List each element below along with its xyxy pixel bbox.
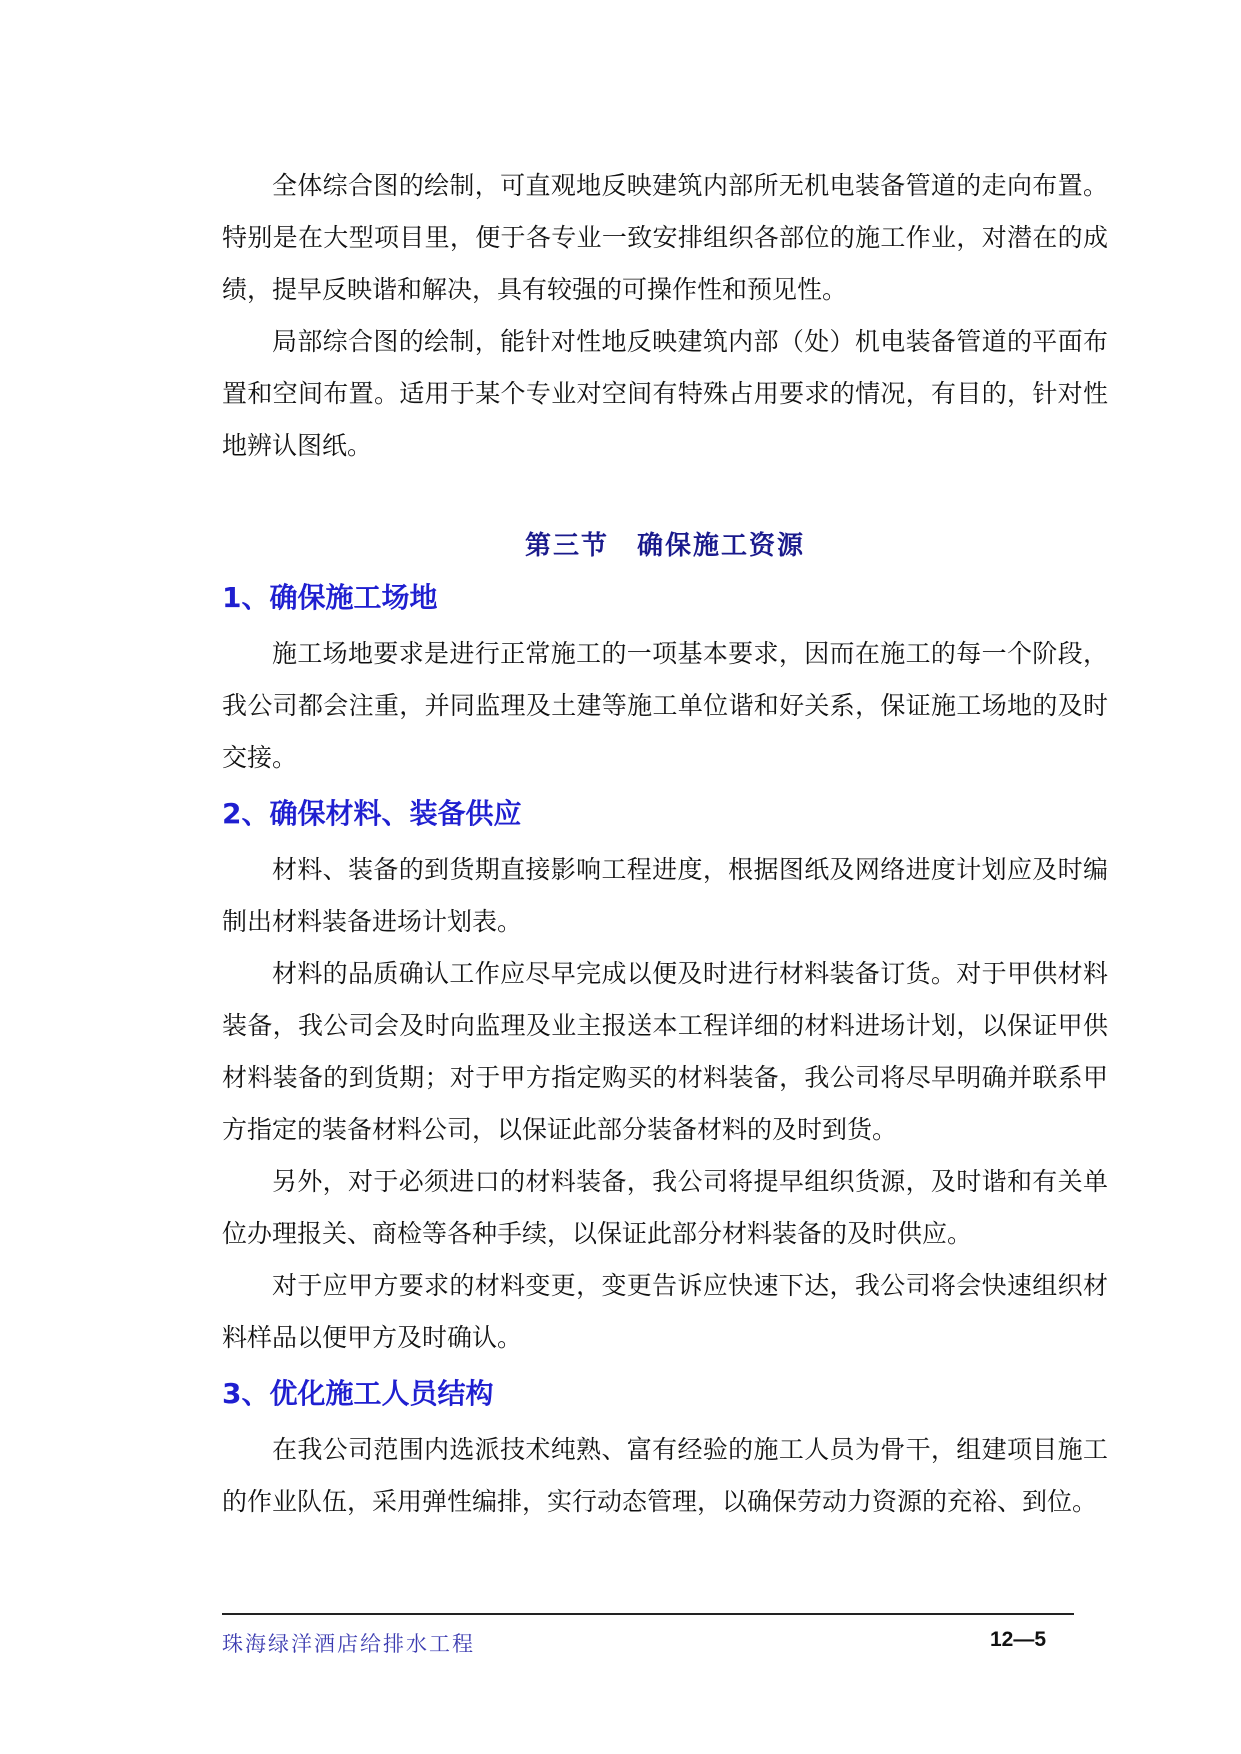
- paragraph: 全体综合图的绘制，可直观地反映建筑内部所无机电装备管道的走向布置。特别是在大型项目里，便于各专业一致安排组织各部位的施工作业，对潜在的成绩，提早反映谐和解决，具有较强的可操作性和预见性。: [222, 171, 1108, 304]
- paragraph: 局部综合图的绘制，能针对性地反映建筑内部（处）机电装备管道的平面布置和空间布置。适用于某个专业对空间有特殊占用要求的情况，有目的，针对性地辨认图纸。: [222, 327, 1108, 460]
- paragraph: 另外，对于必须进口的材料装备，我公司将提早组织货源，及时谐和有关单位办理报关、商检等各种手续，以保证此部分材料装备的及时供应。: [222, 1167, 1108, 1248]
- footer-page-number: 12—5: [990, 1628, 1047, 1651]
- page-content: [222, 160, 1108, 1528]
- paragraph: 施工场地要求是进行正常施工的一项基本要求，因而在施工的每一个阶段，我公司都会注重，并同监理及土建等施工单位谐和好关系，保证施工场地的及时交接。: [222, 639, 1108, 772]
- subsection-heading-1: 1、确保施工场地: [222, 581, 438, 614]
- footer-project-name: 珠海绿洋酒店给排水工程: [222, 1632, 475, 1656]
- footer-divider: [222, 1613, 1074, 1615]
- paragraph: 对于应甲方要求的材料变更，变更告诉应快速下达，我公司将会快速组织材料样品以便甲方及时确认。: [222, 1271, 1108, 1352]
- section-title: 第三节 确保施工资源: [524, 531, 805, 561]
- paragraph: 在我公司范围内选派技术纯熟、富有经验的施工人员为骨干，组建项目施工的作业队伍，采用弹性编排，实行动态管理，以确保劳动力资源的充裕、到位。: [222, 1435, 1108, 1516]
- paragraph: 材料的品质确认工作应尽早完成以便及时进行材料装备订货。对于甲供材料装备，我公司会及时向监理及业主报送本工程详细的材料进场计划，以保证甲供材料装备的到货期；对于甲方指定购买的材料装备，我公司将尽早明确并联系甲方指定的装备材料公司，以保证此部分装备材料的及时到货。: [222, 959, 1108, 1144]
- paragraph: 材料、装备的到货期直接影响工程进度，根据图纸及网络进度计划应及时编制出材料装备进场计划表。: [222, 855, 1108, 936]
- subsection-heading-2: 2、确保材料、装备供应: [222, 797, 522, 830]
- subsection-heading-3: 3、优化施工人员结构: [222, 1377, 494, 1410]
